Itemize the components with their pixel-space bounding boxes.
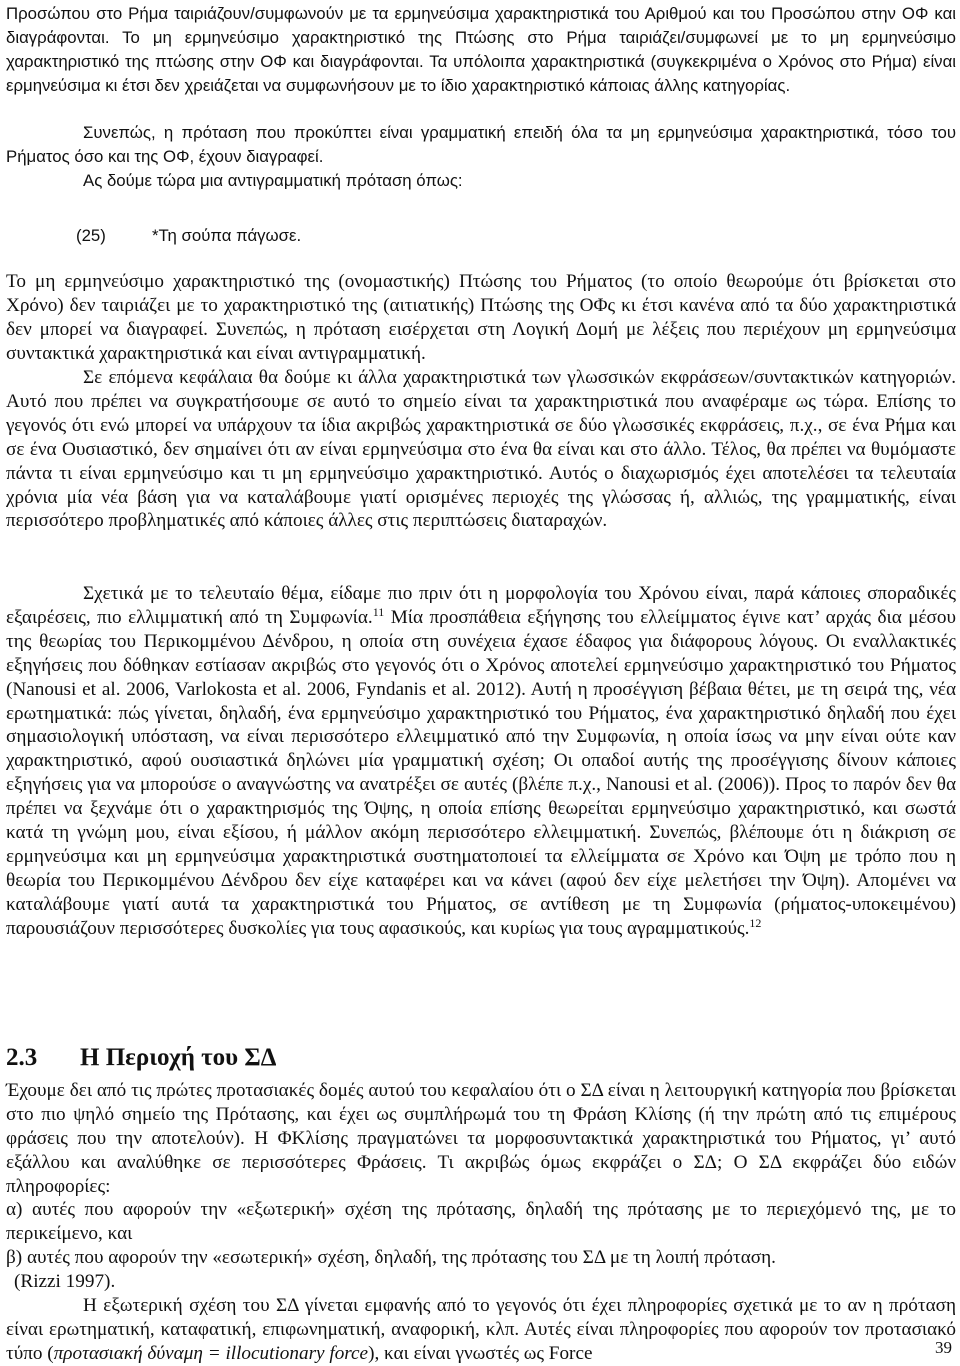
paragraph-7: Έχουμε δει από τις πρώτες προτασιακές δομές αυτού του κεφαλαίου ότι ο ΣΔ είναι η λειτουργική κατηγορία που βρίσκεται στο πιο ψηλό σημείο της Πρότασης, και έχει ως συμπλήρωμά του τη Φράση Κλίσης (ή την πρώτη από τις επιμέρους φράσεις που την αποτελούν). Η ΦΚλίσης πραγματώνει τα μορφοσυντακτικά χαρακτηριστικά του Ρήματος, γι’ αυτό εξάλλου και αναλύθηκε σε περισσότερες Φράσεις. Τι ακριβώς όμως εκφράζει ο ΣΔ; Ο ΣΔ εκφράζει δύο ειδών πληροφορίες: [6, 1080, 956, 1197]
paragraph-8-text-a: Η εξωτερική σχέση του ΣΔ γίνεται εμφανής από το γεγονός ότι έχει πληροφορίες σχετικά με το αν η πρόταση είναι ερωτηματική, καταφατική, επιφωνηματική, αναφορική, κλπ. Αυτές είναι πληροφορίες που αφορούν τον προτασιακό τύπο ( [6, 1295, 956, 1364]
section-number: 2.3 [6, 1044, 38, 1071]
paragraph-1 [6, 2, 956, 98]
paragraph-6-text-b: Μία προσπάθεια εξήγησης του ελλείμματος έγινε κατ’ αρχάς δια μέσου της θεωρίας του Περικομμένου Δένδρου, η οποία στη συνέχεια έχασε έδαφος για διάφορους λόγους. Οι εναλλακτικές εξηγήσεις που δόθηκαν εστίασαν ακριβώς στο γεγονός ότι ο Χρόνος αποτελεί ερμηνεύσιμο χαρακτηριστικό του Ρήματος (Nanousi et al. 2006, Varlokosta et al. 2006, Fyndanis et al. 2012). Αυτή η προσέγγιση βέβαια θέτει, με τη σειρά της, νέα ερωτηματικά: πώς γίνεται, δηλαδή, ένα ερμηνεύσιμο χαρακτηριστικό του Ρήματος, ένα χαρακτηριστικό δηλαδή που έχει σημασιολογική υπόσταση, να είναι περισσότερο ελλειμματικό από την Συμφωνία, η οποία ίσως να μην είναι ούτε καν χαρακτηριστικό, αφού ουσιαστικά δηλώνει μία γραμματική σχέση; Οι οπαδοί αυτής της προσέγγισης δίνουν κάποιες εξηγήσεις για να μπορούσε ο αναγνώστης να ανατρέξει σε αυτές (βλέπε π.χ., Nanousi et al. (2006)). Προς το παρόν δεν θα πρέπει να ξεχνάμε ότι ο χαρακτηρισμός της Όψης, η οποία επίσης θεωρείται ερμηνεύσιμο χαρακτηριστικό, και σωστά κατά τη γνώμη μου, είναι εξίσου, ή μάλλον ακόμη περισσότερο ελλειμματική. Συνεπώς, βλέπουμε ότι η διάκριση σε ερμηνεύσιμα και μη ερμηνεύσιμα χαρακτηριστικά συστηματοποιεί τα ελλείμματα σε Χρόνο και Όψη με τρόπο που η θεωρία του Περικομμένου Δένδρου δεν είχε καταφέρει και να κάνει (αφού δεν είχε μελετήσει την Όψη). Απομένει να καταλάβουμε γιατί αυτά τα χαρακτηριστικά του Ρήματος, σε αντίθεση με τη Συμφωνία (ρήματος-υποκειμένου) παρουσιάζουν περισσότερες δυσκολίες για τους αφασικούς, και κυρίως για τους αγραμματικούς. [6, 606, 956, 939]
footnote-12-marker: 12 [749, 915, 762, 930]
list-item-b: β) αυτές που αφορούν την «εσωτερική» σχέση, δηλαδή, της πρότασης του ΣΔ με τη λοιπή πρόταση. [6, 1247, 776, 1268]
paragraph-8 [6, 1294, 956, 1366]
paragraph-3-text: Ας δούμε τώρα μια αντιγραμματική πρόταση όπως: [83, 171, 463, 190]
paragraph-6 [6, 582, 956, 941]
paragraph-3 [6, 169, 956, 193]
paragraph-2 [6, 121, 956, 169]
example-sentence: *Τη σούπα πάγωσε. [152, 226, 302, 245]
list-item-a: α) αυτές που αφορούν την «εξωτερική» σχέση της πρότασης, δηλαδή της πρότασης με το περιεχόμενό της, με το περικείμενο, και [6, 1199, 956, 1244]
paragraph-6-text-a: Σχετικά με το τελευταίο θέμα, είδαμε πιο πριν ότι η μορφολογία του Χρόνου είναι, παρά κάποιες σποραδικές εξαιρέσεις, πιο ελλιμματική από τη Συμφωνία. [6, 583, 956, 628]
example-number: (25) [76, 226, 106, 245]
paragraph-1-text: Προσώπου στο Ρήμα ταιριάζουν/συμφωνούν με τα ερμηνεύσιμα χαρακτηριστικά του Αριθμού και του Προσώπου στην ΟΦ και διαγράφονται. Το μη ερμηνεύσιμο χαρακτηριστικό της Πτώσης στο Ρήμα ταιριάζει/συμφωνεί με το μη ερμηνεύσιμο χαρακτηριστικό της πτώσης στην ΟΦ και διαγράφονται. Τα υπόλοιπα χαρακτηριστικά (συγκεκριμένα ο Χρόνος στο Ρήμα) είναι ερμηνεύσιμα κι έτσι δεν χρειάζεται να συμφωνήσουν με το ίδιο χαρακτηριστικό κάποιας άλλης κατηγορίας. [6, 4, 956, 95]
paragraph-8-text-b: ), και είναι γνωστές ως Force [368, 1342, 593, 1364]
document-page [6, 0, 956, 1363]
citation-rizzi: (Rizzi 1997). [14, 1271, 116, 1292]
page-number: 39 [935, 1338, 952, 1357]
paragraph-5: Σε επόμενα κεφάλαια θα δούμε κι άλλα χαρακτηριστικά των γλωσσικών εκφράσεων/συντακτικών κατηγοριών. Αυτό που πρέπει να συγκρατήσουμε σε αυτό το σημείο είναι τα χαρακτηριστικά που αναφέραμε ως τώρα. Επίσης το γεγονός ότι ενώ μπορεί να υπάρχουν τα ίδια ακριβώς χαρακτηριστικά σε δύο γλωσσικές εκφράσεις, π.χ., σε ένα Ρήμα και σε ένα Ουσιαστικό, δεν σημαίνει ότι αν είναι ερμηνεύσιμα στο ένα θα είναι και στο άλλο. Τέλος, θα πρέπει να θυμόμαστε πάντα τι είναι ερμηνεύσιμο και τι μη ερμηνεύσιμο χαρακτηριστικό. Αυτός ο διαχωρισμός έχει αποτελέσει τα τελευταία χρόνια μία νέα βάση για να καταλάβουμε γιατί ορισμένες περιοχές της γλώσσας ή, αλλιώς, της γραμματικής, είναι περισσότερο προβληματικές από κάποιες άλλες στις περιπτώσεις διαταραχών. [6, 367, 956, 532]
paragraph-8-italic: προτασιακή δύναμη = illocutionary force [53, 1342, 369, 1364]
section-heading [6, 1044, 276, 1072]
footnote-11-marker: 11 [372, 604, 385, 619]
section-title: Η Περιοχή του ΣΔ [80, 1044, 277, 1071]
paragraph-2-text: Συνεπώς, η πρόταση που προκύπτει είναι γραμματική επειδή όλα τα μη ερμηνεύσιμα χαρακτηριστικά, τόσο του Ρήματος όσο και της ΟΦ, έχουν διαγραφεί. [6, 123, 956, 166]
paragraph-4: Το μη ερμηνεύσιμο χαρακτηριστικό της (ονομαστικής) Πτώσης του Ρήματος (το οποίο θεωρούμε ότι βρίσκεται στο Χρόνο) δεν ταιριάζει με το χαρακτηριστικό της (αιτιατικής) Πτώσης της ΟΦς κι έτσι κανένα από τα δύο χαρακτηριστικά δεν μπορεί να διαγραφεί. Συνεπώς, η πρόταση εισέρχεται στη Λογική Δομή με λέξεις που περιέχουν μη ερμηνεύσιμα συντακτικά χαρακτηριστικά και είναι αντιγραμματική. [6, 271, 956, 364]
